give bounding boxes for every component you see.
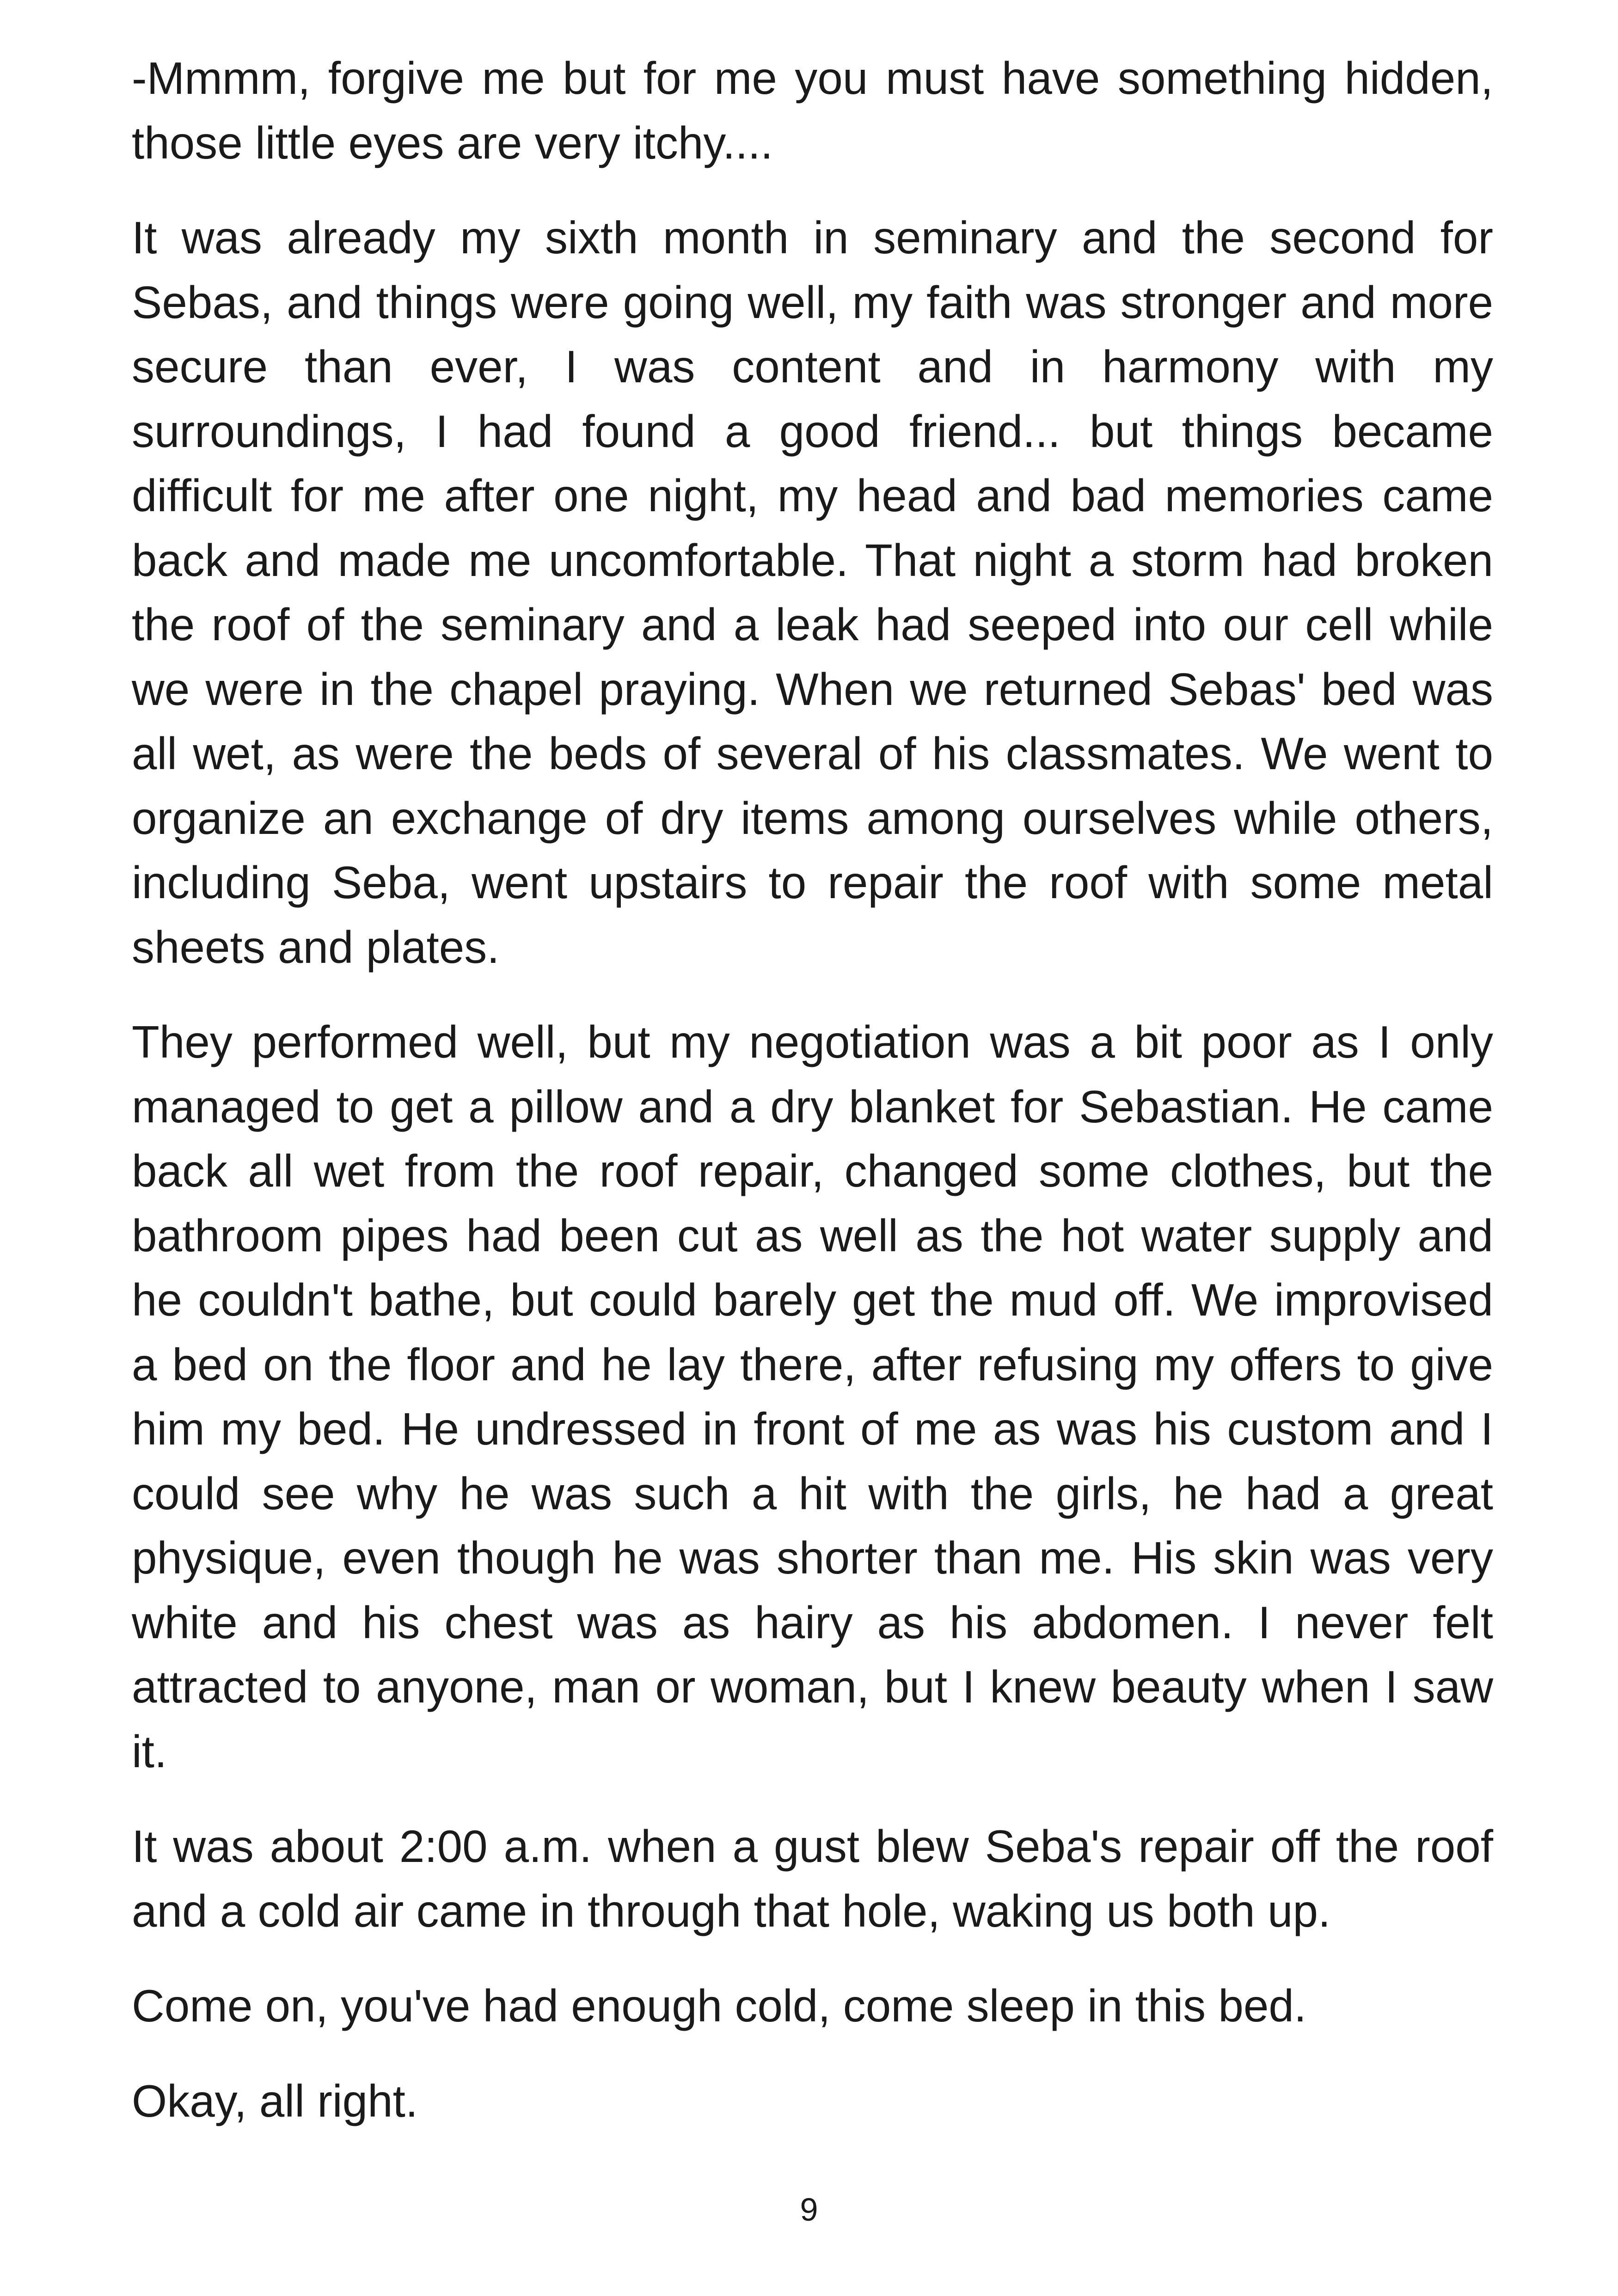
paragraph: Okay, all right.: [132, 2075, 418, 2126]
paragraph: Come on, you've had enough cold, come sleep in this bed.: [132, 1980, 1307, 2031]
paragraph: It was already my sixth month in seminary and the second for Sebas, and things were going well, my faith was stronger and more secure than ever, I was content and in harmony with my surroundings, I had found a good friend... but things became difficult for me after one night, my head and bad memories came back and made me uncomfortable. That night a storm had broken the roof of the seminary and a leak had seeped into our cell while we were in the chapel praying. When we returned Sebas' bed was all wet, as were the beds of several of his classmates. We went to organize an exchange of dry items among ourselves while others, including Seba, went upstairs to repair the roof with some metal sheets and plates.: [132, 212, 1493, 973]
paragraph: They performed well, but my negotiation was a bit poor as I only managed to get a pillow and a dry blanket for Sebastian. He came back all wet from the roof repair, changed some clothes, but the bathroom pipes had been cut as well as the hot water supply and he couldn't bathe, but could barely get the mud off. We improvised a bed on the floor and he lay there, after refusing my offers to give him my bed. He undressed in front of me as was his custom and I could see why he was such a hit with the girls, he had a great physique, even though he was shorter than me. His skin was very white and his chest was as hairy as his abdomen. I never felt attracted to anyone, man or woman, but I knew beauty when I saw it.: [132, 1016, 1493, 1777]
body-text: [132, 46, 1493, 2164]
page-number: 9: [800, 2192, 818, 2228]
paragraph: It was about 2:00 a.m. when a gust blew Seba's repair off the roof and a cold air came in through that hole, waking us both up.: [132, 1821, 1493, 1936]
paragraph: -Mmmm, forgive me but for me you must have something hidden, those little eyes are very itchy....: [132, 53, 1493, 168]
